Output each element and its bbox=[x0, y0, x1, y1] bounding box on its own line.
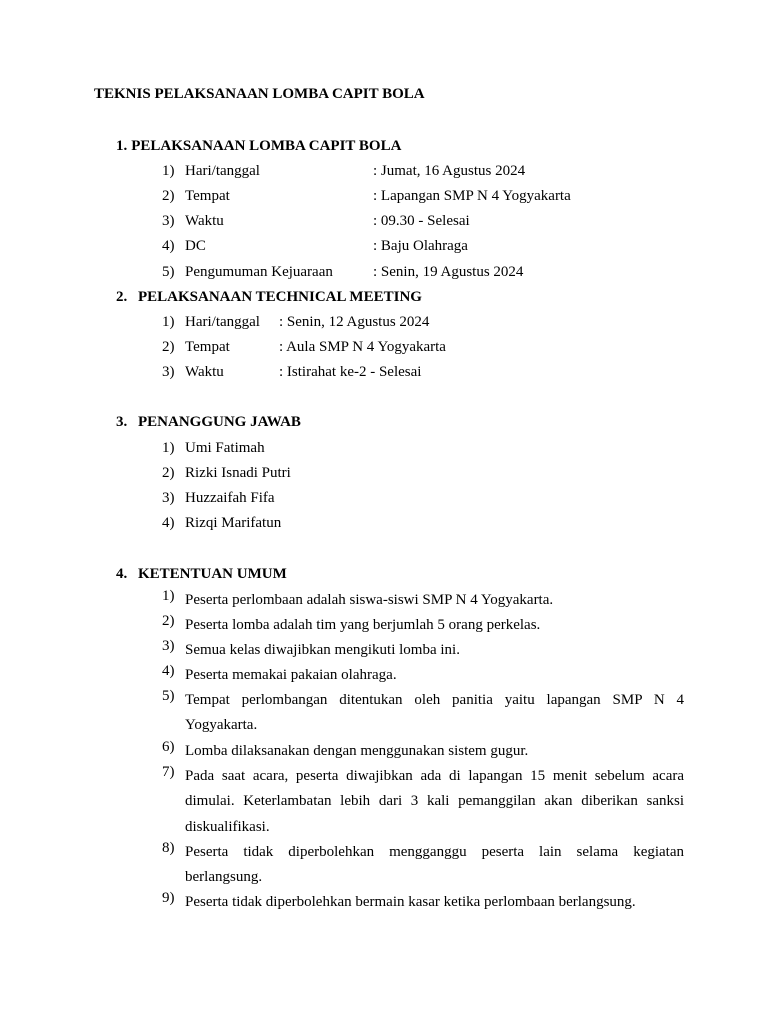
item-number: 7) bbox=[162, 764, 175, 780]
list-item bbox=[162, 160, 526, 182]
item-number: 4) bbox=[162, 238, 175, 254]
document-title: TEKNIS PELAKSANAAN LOMBA CAPIT BOLA bbox=[94, 86, 425, 102]
list-item bbox=[162, 613, 684, 638]
item-value: : Senin, 12 Agustus 2024 bbox=[279, 314, 430, 330]
list-item bbox=[162, 890, 684, 915]
item-text: Peserta perlombaan adalah siswa-siswi SMP N 4 Yogyakarta. bbox=[185, 592, 554, 608]
list-item bbox=[162, 311, 430, 333]
item-value: : Jumat, 16 Agustus 2024 bbox=[373, 163, 526, 179]
section-heading-2 bbox=[116, 289, 422, 306]
item-label: DC bbox=[185, 238, 206, 254]
item-number: 1) bbox=[162, 588, 175, 604]
item-number: 1) bbox=[162, 314, 175, 330]
list-item bbox=[162, 739, 684, 764]
item-number: 2) bbox=[162, 465, 175, 481]
list-item bbox=[162, 336, 446, 358]
item-text: Lomba dilaksanakan dengan menggunakan sistem gugur. bbox=[185, 743, 529, 759]
item-value: : Senin, 19 Agustus 2024 bbox=[373, 264, 524, 280]
item-number: 4) bbox=[162, 515, 175, 531]
item-label: Hari/tanggal bbox=[185, 163, 260, 179]
list-item bbox=[162, 210, 470, 232]
section-title: PELAKSANAAN TECHNICAL MEETING bbox=[138, 289, 422, 305]
section-title: PENANGGUNG JAWAB bbox=[138, 414, 301, 430]
item-label: Tempat bbox=[185, 339, 230, 355]
list-item bbox=[162, 638, 684, 663]
item-text: Umi Fatimah bbox=[185, 440, 265, 456]
item-text: Tempat perlombangan ditentukan oleh panitia yaitu lapangan SMP N 4 Yogyakarta. bbox=[185, 692, 684, 734]
section-heading-1 bbox=[116, 138, 401, 155]
list-item bbox=[162, 512, 281, 534]
list-item bbox=[162, 437, 265, 459]
list-item bbox=[162, 840, 684, 891]
item-text: Peserta memakai pakaian olahraga. bbox=[185, 667, 397, 683]
item-value: : 09.30 - Selesai bbox=[373, 213, 470, 229]
list-item bbox=[162, 487, 275, 509]
item-number: 9) bbox=[162, 890, 175, 906]
item-label: Hari/tanggal bbox=[185, 314, 260, 330]
item-label: Waktu bbox=[185, 213, 224, 229]
item-number: 1) bbox=[162, 163, 175, 179]
item-text: Rizki Isnadi Putri bbox=[185, 465, 291, 481]
list-item bbox=[162, 235, 468, 257]
list-item bbox=[162, 764, 684, 840]
item-value: : Lapangan SMP N 4 Yogyakarta bbox=[373, 188, 571, 204]
item-number: 3) bbox=[162, 638, 175, 654]
item-number: 1) bbox=[162, 440, 175, 456]
section-number: 2. bbox=[116, 289, 128, 305]
item-number: 5) bbox=[162, 264, 175, 280]
section-number: 1. bbox=[116, 138, 128, 154]
section-number: 4. bbox=[116, 566, 128, 582]
item-value: : Baju Olahraga bbox=[373, 238, 468, 254]
item-text: Huzzaifah Fifa bbox=[185, 490, 275, 506]
item-text: Peserta tidak diperbolehkan mengganggu peserta lain selama kegiatan berlangsung. bbox=[185, 844, 684, 886]
list-item bbox=[162, 588, 684, 613]
list-item bbox=[162, 688, 684, 739]
item-text: Peserta tidak diperbolehkan bermain kasar ketika perlombaan berlangsung. bbox=[185, 894, 636, 910]
item-text: Pada saat acara, peserta diwajibkan ada di lapangan 15 menit sebelum acara dimulai. Keterlambatan lebih dari 3 kali pemanggilan akan diberikan sanksi diskualifikasi. bbox=[185, 768, 684, 835]
item-value: : Aula SMP N 4 Yogyakarta bbox=[279, 339, 446, 355]
item-number: 3) bbox=[162, 490, 175, 506]
item-number: 2) bbox=[162, 188, 175, 204]
item-number: 2) bbox=[162, 613, 175, 629]
section-title: PELAKSANAAN LOMBA CAPIT BOLA bbox=[131, 138, 402, 154]
item-number: 5) bbox=[162, 688, 175, 704]
item-number: 3) bbox=[162, 364, 175, 380]
section-heading-4 bbox=[116, 566, 287, 583]
section-title: KETENTUAN UMUM bbox=[138, 566, 287, 582]
item-number: 2) bbox=[162, 339, 175, 355]
item-number: 6) bbox=[162, 739, 175, 755]
item-number: 8) bbox=[162, 840, 175, 856]
item-number: 4) bbox=[162, 663, 175, 679]
section-number: 3. bbox=[116, 414, 128, 430]
item-text: Rizqi Marifatun bbox=[185, 515, 282, 531]
list-item bbox=[162, 663, 684, 688]
list-item bbox=[162, 261, 524, 283]
item-label: Pengumuman Kejuaraan bbox=[185, 264, 333, 280]
item-text: Semua kelas diwajibkan mengikuti lomba ini. bbox=[185, 642, 460, 658]
list-item bbox=[162, 361, 422, 383]
list-item bbox=[162, 462, 291, 484]
item-label: Waktu bbox=[185, 364, 224, 380]
item-number: 3) bbox=[162, 213, 175, 229]
item-value: : Istirahat ke-2 - Selesai bbox=[279, 364, 422, 380]
section-heading-3 bbox=[116, 414, 301, 431]
item-text: Peserta lomba adalah tim yang berjumlah 5 orang perkelas. bbox=[185, 617, 541, 633]
list-item bbox=[162, 185, 571, 207]
item-label: Tempat bbox=[185, 188, 230, 204]
